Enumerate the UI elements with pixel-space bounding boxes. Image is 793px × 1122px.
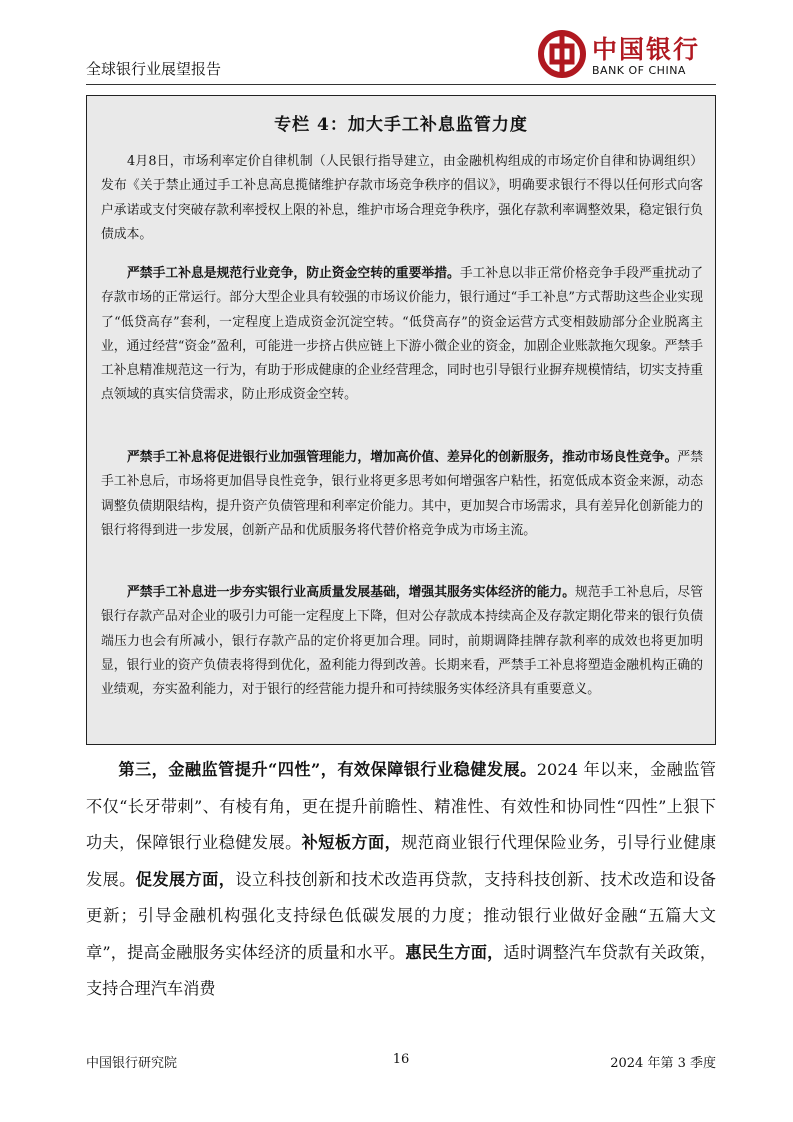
box-paragraph-4-lead: 严禁手工补息进一步夯实银行业高质量发展基础，增强其服务实体经济的能力。 <box>127 585 576 600</box>
box-paragraph-4 <box>101 581 703 702</box>
bank-of-china-logo <box>538 28 708 80</box>
body-text-3: 设立科技创新和技术改造再贷款，支持科技创新、技术改造和设备更新；引导金融机构强化支持绿色低碳发展的力度；推动银行业做好金融“五篇大文章”，提高金融服务实体经济的质量和水平。 <box>86 869 717 962</box>
footer-institute: 中国银行研究院 <box>86 1056 178 1071</box>
box-paragraph-1-text: 4月8日，市场利率定价自律机制（人民银行指导建立，由金融机构组成的市场定价自律和协调组织）发布《关于禁止通过手工补息高息揽储维护存款市场竞争秩序的倡议》，明确要求银行不得以任何形式向客户承诺或支付突破存款利率授权上限的补息，维护市场合理竞争秩序，强化存款利率调整效果，稳定银行负债成本。 <box>101 154 703 242</box>
page-number: 16 <box>392 1052 410 1067</box>
footer-quarter: 2024 年第 3 季度 <box>610 1056 716 1071</box>
body-text-1: 2024 年以来，金融监管不仅“长牙带刺”、有棱有角，更在提升前瞻性、精准性、有效性和协同性“四性”上狠下功夫，保障银行业稳健发展。 <box>86 760 716 852</box>
body-paragraph <box>86 752 716 1008</box>
body-subheading-livelihood: 惠民生方面， <box>405 942 504 962</box>
boc-emblem-icon <box>538 30 586 78</box>
body-lead-heading: 第三，金融监管提升“四性”，有效保障银行业稳健发展。 <box>118 760 537 779</box>
box-title: 专栏 4：加大手工补息监管力度 <box>274 115 528 135</box>
box-paragraph-1 <box>101 150 703 247</box>
logo-chinese-text: 中国银行 <box>592 35 701 64</box>
box-paragraph-2 <box>101 262 703 408</box>
body-subheading-development: 促发展方面， <box>135 869 236 889</box>
body-subheading-shortboard: 补短板方面， <box>301 833 402 852</box>
box-paragraph-3 <box>101 446 703 543</box>
box-paragraph-4-text: 规范手工补息后，尽管银行存款产品对企业的吸引力可能一定程度上下降，但对公存款成本持续高企及存款定期化带来的银行负债端压力也会有所减小，银行存款产品的定价将更加合理。同时，前期调降挂牌存款利率的成效也将更加明显，银行业的资产负债表将得到优化，盈利能力得到改善。长期来看，严禁手工补息将塑造金融机构正确的业绩观，夯实盈利能力，对于银行的经营能力提升和可持续服务实体经济具有重要意义。 <box>101 585 704 698</box>
box-paragraph-2-text: 手工补息以非正常价格竞争手段严重扰动了存款市场的正常运行。部分大型企业具有较强的市场议价能力，银行通过“手工补息”方式帮助这些企业实现了“低贷高存”套利，一定程度上造成资金沉淀空转。“低贷高存”的资金运营方式变相鼓励部分企业脱离主业，通过经营“资金”盈利，可能进一步挤占供应链上下游小微企业的资金，加剧企业账款拖欠现象。严禁手工补息精准规范这一行为，有助于形成健康的企业经营理念，同时也引导银行业摒弃规模情结，切实支持重点领域的真实信贷需求，防止形成资金空转。 <box>101 266 704 403</box>
logo-english-text: BANK OF CHINA <box>592 64 686 77</box>
feature-box <box>86 95 716 745</box>
header-divider <box>86 84 716 85</box>
page-header <box>86 28 708 82</box>
body-text-4: 适时调整汽车贷款有关政策，支持合理汽车消费 <box>86 942 717 998</box>
box-paragraph-2-lead: 严禁手工补息是规范行业竞争，防止资金空转的重要举措。 <box>127 266 460 281</box>
body-text-2: 规范商业银行代理保险业务，引导行业健康发展。 <box>86 833 717 889</box>
report-title: 全球银行业展望报告 <box>86 60 222 78</box>
page-footer <box>86 1052 716 1072</box>
box-paragraph-3-lead: 严禁手工补息将促进银行业加强管理能力，增加高价值、差异化的创新服务，推动市场良性竞争。 <box>127 450 678 465</box>
box-paragraph-3-text: 严禁手工补息后，市场将更加倡导良性竞争，银行业将更多思考如何增强客户粘性，拓宽低成本资金来源，动态调整负债期限结构，提升资产负债管理和利率定价能力。其中，更加契合市场需求，具有差异化创新能力的银行将得到进一步发展，创新产品和优质服务将代替价格竞争成为市场主流。 <box>101 450 704 538</box>
